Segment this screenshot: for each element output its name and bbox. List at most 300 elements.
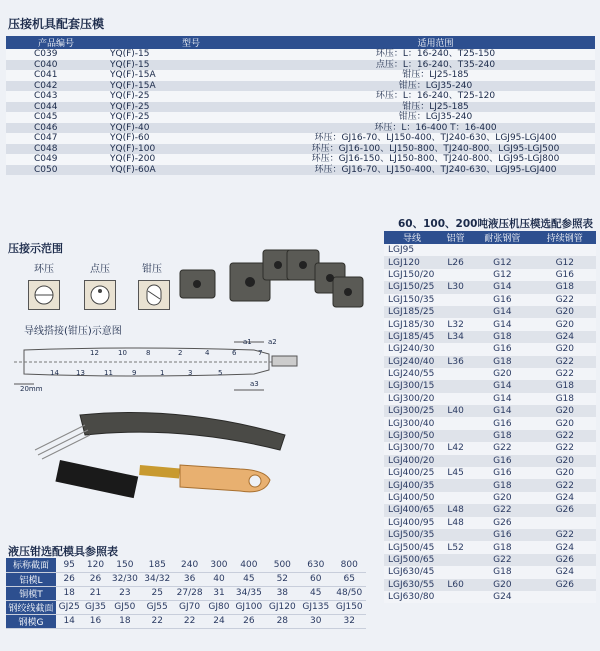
tension-tube-cell: G16 — [471, 417, 533, 429]
value-cell: 36 — [173, 572, 205, 586]
scope-cell: 环压：L：16-240、T25-150 — [276, 49, 595, 60]
value-cell: GJ135 — [299, 600, 332, 614]
selection-row — [384, 380, 596, 392]
continuous-tube-cell: G12 — [534, 256, 596, 268]
lower-num-2: 11 — [104, 369, 113, 377]
aluminum-tube-cell — [440, 380, 471, 392]
lower-num-1: 13 — [76, 369, 85, 377]
continuous-tube-cell: G18 — [534, 393, 596, 405]
selection-row — [384, 368, 596, 380]
value-cell: 40 — [206, 572, 232, 586]
value-cell: 18 — [109, 614, 141, 628]
conductor-cell: LGJ400/65 — [384, 504, 440, 516]
die-set-row — [6, 154, 595, 165]
ring-press-diagram — [28, 280, 60, 310]
conductor-cell: LGJ300/15 — [384, 380, 440, 392]
scope-cell: 点压：L：16-240、T35-240 — [276, 60, 595, 71]
aluminum-tube-cell — [440, 244, 471, 256]
selection-row — [384, 529, 596, 541]
conductor-cell: LGJ400/20 — [384, 455, 440, 467]
value-cell: 25 — [141, 586, 173, 600]
row-header-cell: 铜模T — [6, 586, 56, 600]
value-cell: 48/50 — [333, 586, 366, 600]
tension-tube-cell: G18 — [471, 331, 533, 343]
selection-row — [384, 306, 596, 318]
selection-row — [384, 244, 596, 256]
continuous-tube-cell: G26 — [534, 579, 596, 591]
product-code-cell: C046 — [6, 123, 106, 134]
selection-row — [384, 479, 596, 491]
continuous-tube-cell: G24 — [534, 566, 596, 578]
tension-tube-cell: G18 — [471, 430, 533, 442]
die-set-row — [6, 112, 595, 123]
conductor-cell: LGJ300/50 — [384, 430, 440, 442]
aluminum-tube-cell — [440, 554, 471, 566]
conductor-cell: LGJ500/45 — [384, 541, 440, 553]
value-cell: 400 — [232, 558, 265, 572]
aluminum-tube-cell: L48 — [440, 504, 471, 516]
tension-tube-cell: G18 — [471, 356, 533, 368]
continuous-tube-cell: G18 — [534, 380, 596, 392]
clamp-press-icon — [139, 281, 169, 309]
continuous-tube-cell — [534, 517, 596, 529]
aluminum-tube-cell: L48 — [440, 517, 471, 529]
selection-row — [384, 294, 596, 306]
conductor-cell: LGJ240/55 — [384, 368, 440, 380]
scope-cell: 环压：GJ16-70、LJ150-400、TJ240-630、LGJ95-LGJ400 — [276, 133, 595, 144]
aluminum-tube-cell: L34 — [440, 331, 471, 343]
scope-cell: 环压：L：16-240、T25-120 — [276, 91, 595, 102]
splice-diagram-title: 导线搭接(钳压)示意图 — [24, 326, 122, 337]
scope-cell: 环压：GJ16-150、LJ150-800、TJ240-800、LGJ95-LGJ800 — [276, 154, 595, 165]
conductor-cell: LGJ500/35 — [384, 529, 440, 541]
value-cell: 120 — [82, 558, 108, 572]
selection-row — [384, 405, 596, 417]
value-cell: 16 — [82, 614, 108, 628]
aluminum-tube-cell — [440, 430, 471, 442]
continuous-tube-cell: G22 — [534, 356, 596, 368]
row-header-cell: 钢模G — [6, 614, 56, 628]
model-cell: YQ(F)-25 — [106, 91, 276, 102]
clamp-die-row — [6, 572, 366, 586]
lower-num-3: 9 — [132, 369, 137, 377]
product-code-cell: C041 — [6, 70, 106, 81]
die-set-row — [6, 70, 595, 81]
conductor-cell: LGJ300/20 — [384, 393, 440, 405]
tension-tube-cell: G16 — [471, 294, 533, 306]
die-set-row — [6, 165, 595, 176]
value-cell: 32 — [333, 614, 366, 628]
tension-tube-cell: G24 — [471, 591, 533, 603]
value-cell: 26 — [82, 572, 108, 586]
tension-tube-cell: G18 — [471, 566, 533, 578]
selection-row — [384, 455, 596, 467]
die-set-row — [6, 144, 595, 155]
model-cell: YQ(F)-15A — [106, 70, 276, 81]
value-cell: GJ55 — [141, 600, 173, 614]
aluminum-tube-cell — [440, 529, 471, 541]
dim-a1: a1 — [243, 338, 252, 346]
aluminum-tube-cell — [440, 306, 471, 318]
aluminum-tube-cell: L32 — [440, 318, 471, 330]
continuous-tube-cell: G22 — [534, 529, 596, 541]
conductor-cell: LGJ400/25 — [384, 467, 440, 479]
product-code-cell: C047 — [6, 133, 106, 144]
continuous-tube-cell: G22 — [534, 442, 596, 454]
product-code-cell: C042 — [6, 81, 106, 92]
upper-num-2: 8 — [146, 349, 151, 357]
header-tension-steel-tube: 耐张钢管 — [471, 231, 533, 244]
value-cell: 300 — [206, 558, 232, 572]
aluminum-tube-cell — [440, 294, 471, 306]
value-cell: 38 — [266, 586, 299, 600]
header-aluminum-tube: 铝管 — [440, 231, 471, 244]
value-cell: 32/30 — [109, 572, 141, 586]
conductor-cell: LGJ185/30 — [384, 318, 440, 330]
value-cell: 18 — [56, 586, 82, 600]
die-set-row — [6, 91, 595, 102]
die-set-row — [6, 133, 595, 144]
value-cell: 22 — [173, 614, 205, 628]
clamp-die-row — [6, 558, 366, 572]
value-cell: 45 — [232, 572, 265, 586]
tension-tube-cell: G18 — [471, 541, 533, 553]
conductor-cell: LGJ300/40 — [384, 417, 440, 429]
upper-num-1: 10 — [118, 349, 127, 357]
product-code-cell: C044 — [6, 102, 106, 113]
model-cell: YQ(F)-25 — [106, 102, 276, 113]
conductor-cell: LGJ300/70 — [384, 442, 440, 454]
selection-row — [384, 281, 596, 293]
tension-tube-cell: G22 — [471, 554, 533, 566]
aluminum-tube-cell: L36 — [440, 356, 471, 368]
continuous-tube-cell: G22 — [534, 479, 596, 491]
continuous-tube-cell: G22 — [534, 368, 596, 380]
dim-20mm: 20mm — [20, 385, 43, 393]
value-cell: 21 — [82, 586, 108, 600]
row-header-cell: 铝模L — [6, 572, 56, 586]
value-cell: 630 — [299, 558, 332, 572]
model-cell: YQ(F)-40 — [106, 123, 276, 134]
tension-tube-cell: G22 — [471, 442, 533, 454]
clamp-die-reference-table — [6, 558, 366, 629]
continuous-tube-cell: G26 — [534, 554, 596, 566]
selection-row — [384, 579, 596, 591]
value-cell: 26 — [56, 572, 82, 586]
value-cell: GJ120 — [266, 600, 299, 614]
cable-photo — [30, 395, 290, 500]
upper-num-0: 12 — [90, 349, 99, 357]
right-table-header — [384, 231, 596, 244]
value-cell: GJ70 — [173, 600, 205, 614]
header-product-code: 产品编号 — [6, 36, 106, 49]
model-cell: YQ(F)-15 — [106, 49, 276, 60]
continuous-tube-cell: G20 — [534, 306, 596, 318]
tension-tube-cell: G22 — [471, 504, 533, 516]
row-header-cell: 钢绞线截面 — [6, 600, 56, 614]
scope-cell: 钳压：LJ25-185 — [276, 102, 595, 113]
clamp-die-row — [6, 600, 366, 614]
continuous-tube-cell: G20 — [534, 455, 596, 467]
conductor-cell: LGJ500/65 — [384, 554, 440, 566]
value-cell: GJ25 — [56, 600, 82, 614]
conductor-cell: LGJ300/25 — [384, 405, 440, 417]
aluminum-tube-cell: L42 — [440, 442, 471, 454]
continuous-tube-cell — [534, 244, 596, 256]
header-scope: 适用范围 — [276, 36, 595, 49]
value-cell: GJ50 — [109, 600, 141, 614]
die-set-row — [6, 49, 595, 60]
product-code-cell: C040 — [6, 60, 106, 71]
splice-diagram — [14, 332, 304, 394]
die-set-row — [6, 123, 595, 134]
die-set-row — [6, 102, 595, 113]
tension-tube-cell: G12 — [471, 256, 533, 268]
aluminum-tube-cell — [440, 269, 471, 281]
value-cell: GJ35 — [82, 600, 108, 614]
selection-row — [384, 566, 596, 578]
die-set-row — [6, 60, 595, 71]
ring-press-icon — [29, 281, 59, 309]
selection-row — [384, 591, 596, 603]
product-code-cell: C050 — [6, 165, 106, 176]
value-cell: GJ80 — [206, 600, 232, 614]
conductor-cell: LGJ150/35 — [384, 294, 440, 306]
lower-num-4: 1 — [160, 369, 165, 377]
scope-cell: 钳压：LGJ35-240 — [276, 81, 595, 92]
label-clamp-press: 钳压 — [142, 264, 162, 275]
diagram-title: 压接示范围 — [8, 242, 63, 255]
value-cell: 24 — [206, 614, 232, 628]
clamp-die-row — [6, 586, 366, 600]
point-press-diagram — [84, 280, 116, 310]
tension-tube-cell: G12 — [471, 269, 533, 281]
selection-row — [384, 318, 596, 330]
aluminum-tube-cell — [440, 492, 471, 504]
label-point-press: 点压 — [90, 264, 110, 275]
continuous-tube-cell: G24 — [534, 331, 596, 343]
continuous-tube-cell — [534, 591, 596, 603]
conductor-cell: LGJ185/25 — [384, 306, 440, 318]
bottom-section-title: 液压钳选配模具参照表 — [8, 545, 118, 558]
selection-row — [384, 492, 596, 504]
value-cell: 34/35 — [232, 586, 265, 600]
dim-a2: a2 — [268, 338, 277, 346]
aluminum-tube-cell — [440, 393, 471, 405]
value-cell: 60 — [299, 572, 332, 586]
product-code-cell: C049 — [6, 154, 106, 165]
continuous-tube-cell: G22 — [534, 430, 596, 442]
die-set-table — [6, 36, 595, 175]
conductor-cell: LGJ150/20 — [384, 269, 440, 281]
continuous-tube-cell: G20 — [534, 405, 596, 417]
selection-row — [384, 393, 596, 405]
model-cell: YQ(F)-100 — [106, 144, 276, 155]
conductor-cell: LGJ95 — [384, 244, 440, 256]
aluminum-tube-cell — [440, 343, 471, 355]
conductor-cell: LGJ630/45 — [384, 566, 440, 578]
selection-row — [384, 504, 596, 516]
tension-tube-cell: G16 — [471, 343, 533, 355]
model-cell: YQ(F)-60 — [106, 133, 276, 144]
model-cell: YQ(F)-200 — [106, 154, 276, 165]
continuous-tube-cell: G20 — [534, 417, 596, 429]
scope-cell: 钳压：LGJ35-240 — [276, 112, 595, 123]
tension-tube-cell: G14 — [471, 306, 533, 318]
top-section-title: 压接机具配套压模 — [8, 17, 105, 31]
value-cell: 30 — [299, 614, 332, 628]
scope-cell: 钳压：LJ25-185 — [276, 70, 595, 81]
upper-num-3: 2 — [178, 349, 183, 357]
selection-row — [384, 343, 596, 355]
clamp-press-diagram — [138, 280, 170, 310]
continuous-tube-cell: G20 — [534, 343, 596, 355]
value-cell: 26 — [232, 614, 265, 628]
selection-row — [384, 517, 596, 529]
selection-row — [384, 430, 596, 442]
continuous-tube-cell: G26 — [534, 504, 596, 516]
model-cell: YQ(F)-15 — [106, 60, 276, 71]
value-cell: 31 — [206, 586, 232, 600]
selection-row — [384, 541, 596, 553]
header-model: 型号 — [106, 36, 276, 49]
selection-row — [384, 554, 596, 566]
aluminum-tube-cell: L30 — [440, 281, 471, 293]
die-set-row — [6, 81, 595, 92]
value-cell: 14 — [56, 614, 82, 628]
lower-num-5: 3 — [188, 369, 193, 377]
aluminum-tube-cell: L52 — [440, 541, 471, 553]
continuous-tube-cell: G24 — [534, 492, 596, 504]
tension-tube-cell: G14 — [471, 318, 533, 330]
lower-num-6: 5 — [218, 369, 223, 377]
tension-tube-cell: G16 — [471, 467, 533, 479]
model-cell: YQ(F)-60A — [106, 165, 276, 176]
value-cell: 240 — [173, 558, 205, 572]
aluminum-tube-cell: L40 — [440, 405, 471, 417]
conductor-cell: LGJ240/40 — [384, 356, 440, 368]
aluminum-tube-cell: L60 — [440, 579, 471, 591]
value-cell: 52 — [266, 572, 299, 586]
product-code-cell: C043 — [6, 91, 106, 102]
selection-row — [384, 269, 596, 281]
tension-tube-cell: G16 — [471, 455, 533, 467]
conductor-cell: LGJ400/35 — [384, 479, 440, 491]
scope-cell: 环压：GJ16-100、LJ150-800、TJ240-800、LGJ95-LGJ500 — [276, 144, 595, 155]
point-press-icon — [85, 281, 115, 309]
conductor-cell: LGJ630/80 — [384, 591, 440, 603]
upper-num-5: 6 — [232, 349, 237, 357]
tension-tube-cell: G14 — [471, 380, 533, 392]
model-cell: YQ(F)-15A — [106, 81, 276, 92]
selection-row — [384, 256, 596, 268]
tension-tube-cell: G14 — [471, 405, 533, 417]
conductor-cell: LGJ400/95 — [384, 517, 440, 529]
continuous-tube-cell: G18 — [534, 281, 596, 293]
tension-tube-cell: G26 — [471, 517, 533, 529]
right-section-title: 60、100、200吨液压机压模选配参照表 — [398, 218, 593, 230]
product-code-cell: C039 — [6, 49, 106, 60]
dim-a3: a3 — [250, 380, 259, 388]
value-cell: 65 — [333, 572, 366, 586]
tension-tube-cell: G14 — [471, 281, 533, 293]
tension-tube-cell: G14 — [471, 393, 533, 405]
aluminum-tube-cell — [440, 591, 471, 603]
value-cell: 27/28 — [173, 586, 205, 600]
continuous-tube-cell: G20 — [534, 467, 596, 479]
aluminum-tube-cell — [440, 479, 471, 491]
conductor-cell: LGJ400/50 — [384, 492, 440, 504]
continuous-tube-cell: G20 — [534, 318, 596, 330]
continuous-tube-cell: G22 — [534, 294, 596, 306]
selection-row — [384, 331, 596, 343]
selection-row — [384, 356, 596, 368]
upper-num-4: 4 — [205, 349, 210, 357]
aluminum-tube-cell — [440, 566, 471, 578]
value-cell: 23 — [109, 586, 141, 600]
header-conductor: 导线 — [384, 231, 440, 244]
scope-cell: 环压：GJ16-70、LJ150-400、TJ240-630、LGJ95-LGJ400 — [276, 165, 595, 176]
continuous-tube-cell: G16 — [534, 269, 596, 281]
conductor-cell: LGJ630/55 — [384, 579, 440, 591]
tension-tube-cell: G20 — [471, 579, 533, 591]
product-code-cell: C048 — [6, 144, 106, 155]
value-cell: 28 — [266, 614, 299, 628]
model-cell: YQ(F)-25 — [106, 112, 276, 123]
value-cell: 150 — [109, 558, 141, 572]
aluminum-tube-cell — [440, 455, 471, 467]
lower-num-0: 14 — [50, 369, 59, 377]
selection-row — [384, 467, 596, 479]
conductor-cell: LGJ185/45 — [384, 331, 440, 343]
clamp-die-row — [6, 614, 366, 628]
aluminum-tube-cell — [440, 368, 471, 380]
value-cell: 45 — [299, 586, 332, 600]
selection-row — [384, 417, 596, 429]
tension-tube-cell: G20 — [471, 368, 533, 380]
conductor-cell: LGJ150/25 — [384, 281, 440, 293]
value-cell: GJ150 — [333, 600, 366, 614]
die-set-table-header — [6, 36, 595, 49]
label-ring-press: 环压 — [34, 264, 54, 275]
value-cell: 800 — [333, 558, 366, 572]
tension-tube-cell: G16 — [471, 529, 533, 541]
conductor-cell: LGJ120 — [384, 256, 440, 268]
value-cell: 500 — [266, 558, 299, 572]
aluminum-tube-cell: L45 — [440, 467, 471, 479]
conductor-cell: LGJ240/30 — [384, 343, 440, 355]
scope-cell: 环压：L：16-400 T：16-400 — [276, 123, 595, 134]
upper-num-6: 7 — [258, 349, 263, 357]
tension-tube-cell: G18 — [471, 479, 533, 491]
value-cell: 22 — [141, 614, 173, 628]
value-cell: 95 — [56, 558, 82, 572]
value-cell: GJ100 — [232, 600, 265, 614]
press-die-selection-table — [384, 231, 596, 603]
header-continuous-steel-tube: 持续钢管 — [534, 231, 596, 244]
value-cell: 34/32 — [141, 572, 173, 586]
row-header-cell: 标称截面 — [6, 558, 56, 572]
press-dies-photo — [175, 245, 370, 315]
tension-tube-cell — [471, 244, 533, 256]
aluminum-tube-cell — [440, 417, 471, 429]
value-cell: 185 — [141, 558, 173, 572]
continuous-tube-cell: G24 — [534, 541, 596, 553]
product-code-cell: C045 — [6, 112, 106, 123]
selection-row — [384, 442, 596, 454]
tension-tube-cell: G20 — [471, 492, 533, 504]
aluminum-tube-cell: L26 — [440, 256, 471, 268]
